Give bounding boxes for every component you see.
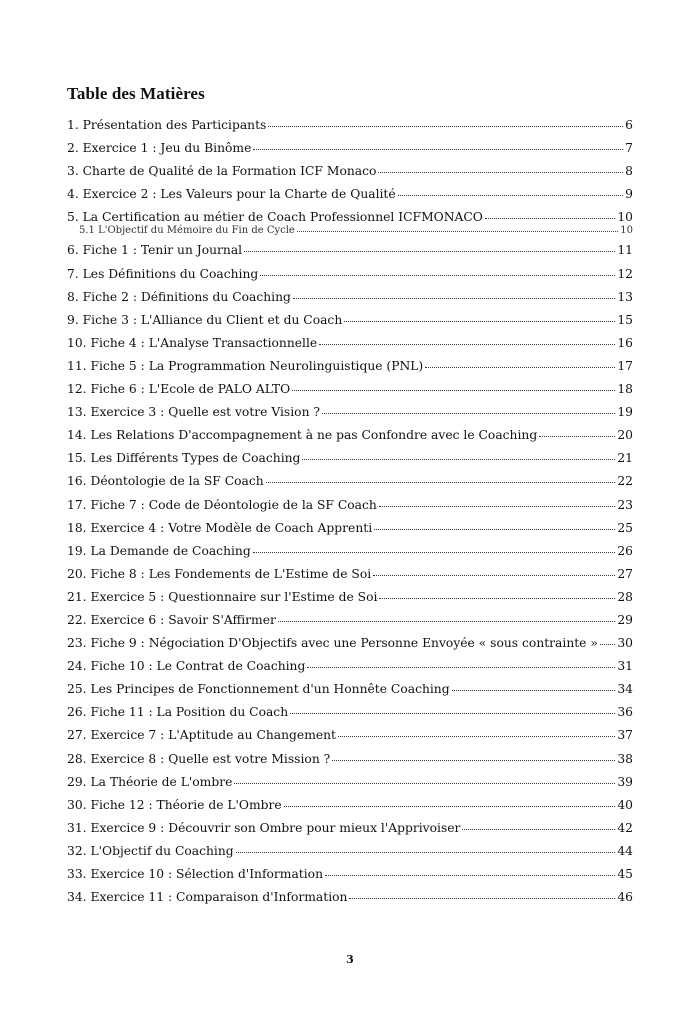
toc-entry-label: 14. Les Relations D'accompagnement à ne pas Confondre avec le Coaching [67,428,538,443]
toc-entry-label: 4. Exercice 2 : Les Valeurs pour la Charte de Qualité [67,187,396,202]
dot-leader [539,427,615,439]
toc-entry[interactable] [67,332,633,355]
dot-leader [260,265,615,277]
dot-leader [293,288,615,300]
toc-entry-label: 15. Les Différents Types de Coaching [67,451,301,466]
dot-leader [485,209,615,221]
toc-entry-page-number: 28 [617,589,633,604]
toc-entry-label: 33. Exercice 10 : Sélection d'Information [67,867,323,881]
toc-entry[interactable] [67,863,633,886]
toc-entry[interactable] [67,540,633,563]
toc-entry[interactable] [67,724,633,747]
dot-leader [374,519,615,531]
toc-entry[interactable] [67,494,633,517]
toc-entry-label: 2. Exercice 1 : Jeu du Binôme [67,141,252,156]
dot-leader [425,358,615,370]
dot-leader [600,635,615,647]
toc-entry-label: 29. La Théorie de L'ombre [67,774,233,789]
toc-entry-page-number: 40 [617,797,633,812]
toc-entry-page-number: 15 [617,312,633,327]
toc-entry-page-number: 13 [617,289,633,304]
toc-entry[interactable] [67,794,633,817]
toc-entry[interactable] [67,114,633,137]
toc-entry[interactable] [67,655,633,678]
dot-leader [379,496,616,508]
toc-entry[interactable] [67,517,633,540]
toc-entry[interactable] [67,748,633,771]
toc-entry-label: 5. La Certification au métier de Coach Professionnel ICFMONACO [67,210,483,225]
dot-leader [322,404,615,416]
dot-leader [266,473,616,485]
dot-leader [398,186,624,198]
dot-leader [290,704,615,716]
toc-entry-page-number: 11 [617,243,633,258]
toc-subentry[interactable] [67,223,633,237]
toc-entry-page-number: 25 [617,520,633,535]
toc-entry-label: 13. Exercice 3 : Quelle est votre Vision ? [67,405,320,420]
toc-entry-label: 1. Présentation des Participants [67,118,267,132]
toc-entry-page-number: 7 [625,141,633,156]
toc-entry[interactable] [67,401,633,424]
toc-entry-page-number: 39 [617,774,633,789]
toc-entry[interactable] [67,563,633,586]
dot-leader [462,820,615,832]
toc-entry-label: 24. Fiche 10 : Le Contrat de Coaching [67,659,306,674]
toc-entry[interactable] [67,840,633,863]
toc-heading: Table des Matières [67,84,205,103]
toc-entry-label: 12. Fiche 6 : L'Ecole de PALO ALTO [67,382,291,397]
toc-entry-label: 7. Les Définitions du Coaching [67,266,259,281]
dot-leader [344,311,615,323]
toc-entry-label: 21. Exercice 5 : Questionnaire sur l'Estime de Soi [67,589,378,604]
toc-entry-page-number: 10 [617,210,633,225]
toc-entry[interactable] [67,678,633,701]
toc-entry-page-number: 27 [617,566,633,581]
toc-entry-page-number: 44 [617,843,633,858]
toc-entry-label: 23. Fiche 9 : Négociation D'Objectifs avec une Personne Envoyée « sous contrainte » [67,636,598,651]
toc-entry-page-number: 46 [617,890,633,905]
toc-entry[interactable] [67,355,633,378]
toc-entry-page-number: 16 [617,335,633,350]
toc-entry[interactable] [67,424,633,447]
toc-entry-label: 19. La Demande de Coaching [67,543,251,558]
dot-leader [244,242,615,254]
toc-entry-label: 32. L'Objectif du Coaching [67,843,234,858]
toc-entry-label: 5.1 L'Objectif du Mémoire du Fin de Cycle [79,225,295,237]
toc-entry-page-number: 9 [625,187,633,202]
dot-leader [278,612,615,624]
toc-entry[interactable] [67,263,633,286]
dot-leader [379,589,615,601]
toc-entry-page-number: 29 [617,612,633,627]
toc-entry-page-number: 12 [617,266,633,281]
toc-entry-page-number: 38 [617,751,633,766]
toc-entry-label: 30. Fiche 12 : Théorie de L'Ombre [67,797,282,812]
toc-entry[interactable] [67,239,633,262]
dot-leader [284,796,616,808]
dot-leader [452,681,616,693]
page-number: 3 [346,953,354,966]
dot-leader [234,773,615,785]
toc-entry-page-number: 22 [617,474,633,489]
toc-entry-page-number: 31 [617,659,633,674]
dot-leader [319,335,615,347]
toc-entry-label: 16. Déontologie de la SF Coach [67,474,264,489]
dot-leader [292,381,615,393]
toc-entry[interactable] [67,470,633,493]
dot-leader [378,163,623,175]
toc-entry-label: 22. Exercice 6 : Savoir S'Affirmer [67,612,276,627]
toc-entry[interactable] [67,701,633,724]
toc-entry[interactable] [67,817,633,840]
dot-leader [325,866,615,878]
toc-entry[interactable] [67,447,633,470]
dot-leader [307,658,615,670]
toc-entry[interactable] [67,160,633,183]
toc-entry-label: 18. Exercice 4 : Votre Modèle de Coach Apprenti [67,520,373,535]
dot-leader [236,843,616,855]
toc-entry[interactable] [67,378,633,401]
toc-entry-label: 3. Charte de Qualité de la Formation ICF Monaco [67,164,377,179]
toc-entry[interactable] [67,309,633,332]
toc-list [67,114,633,909]
toc-entry-label: 11. Fiche 5 : La Programmation Neurolinguistique (PNL) [67,358,424,373]
toc-entry-page-number: 42 [617,820,633,835]
toc-entry-label: 26. Fiche 11 : La Position du Coach [67,705,289,720]
dot-leader [332,750,615,762]
toc-entry-page-number: 36 [617,705,633,720]
toc-entry[interactable] [67,183,633,206]
toc-entry-page-number: 19 [617,405,633,420]
toc-entry-label: 17. Fiche 7 : Code de Déontologie de la SF Coach [67,497,377,512]
toc-entry-label: 6. Fiche 1 : Tenir un Journal [67,243,243,258]
dot-leader [253,140,623,152]
toc-entry-page-number: 34 [617,682,633,697]
toc-entry[interactable] [67,886,633,909]
toc-entry-page-number: 37 [617,728,633,743]
dot-leader [268,117,623,129]
toc-entry-label: 34. Exercice 11 : Comparaison d'Information [67,890,348,905]
toc-entry-label: 20. Fiche 8 : Les Fondements de L'Estime de Soi [67,566,372,581]
dot-leader [302,450,615,462]
toc-entry-page-number: 45 [617,867,633,881]
toc-entry[interactable] [67,586,633,609]
dot-leader [373,565,615,577]
dot-leader [297,223,618,233]
toc-entry-label: 25. Les Principes de Fonctionnement d'un Honnête Coaching [67,682,450,697]
toc-entry[interactable] [67,137,633,160]
toc-entry-page-number: 20 [617,428,633,443]
toc-entry[interactable] [67,771,633,794]
toc-entry-page-number: 6 [625,118,633,132]
toc-entry[interactable] [67,609,633,632]
toc-entry[interactable] [67,286,633,309]
dot-leader [253,542,616,554]
toc-entry-label: 31. Exercice 9 : Découvrir son Ombre pour mieux l'Apprivoiser [67,820,461,835]
dot-leader [338,727,615,739]
toc-entry-label: 8. Fiche 2 : Définitions du Coaching [67,289,291,304]
toc-entry-label: 9. Fiche 3 : L'Alliance du Client et du Coach [67,312,343,327]
toc-entry-label: 27. Exercice 7 : L'Aptitude au Changement [67,728,336,743]
dot-leader [349,889,615,901]
toc-entry-page-number: 30 [617,636,633,651]
toc-entry-label: 10. Fiche 4 : L'Analyse Transactionnelle [67,335,318,350]
toc-entry-page-number: 21 [617,451,633,466]
toc-entry-page-number: 23 [617,497,633,512]
toc-entry-label: 28. Exercice 8 : Quelle est votre Mission ? [67,751,331,766]
toc-entry-page-number: 10 [620,225,633,237]
toc-entry[interactable] [67,632,633,655]
toc-entry-page-number: 8 [625,164,633,179]
toc-entry-page-number: 18 [617,382,633,397]
toc-entry-page-number: 26 [617,543,633,558]
toc-entry-page-number: 17 [617,358,633,373]
